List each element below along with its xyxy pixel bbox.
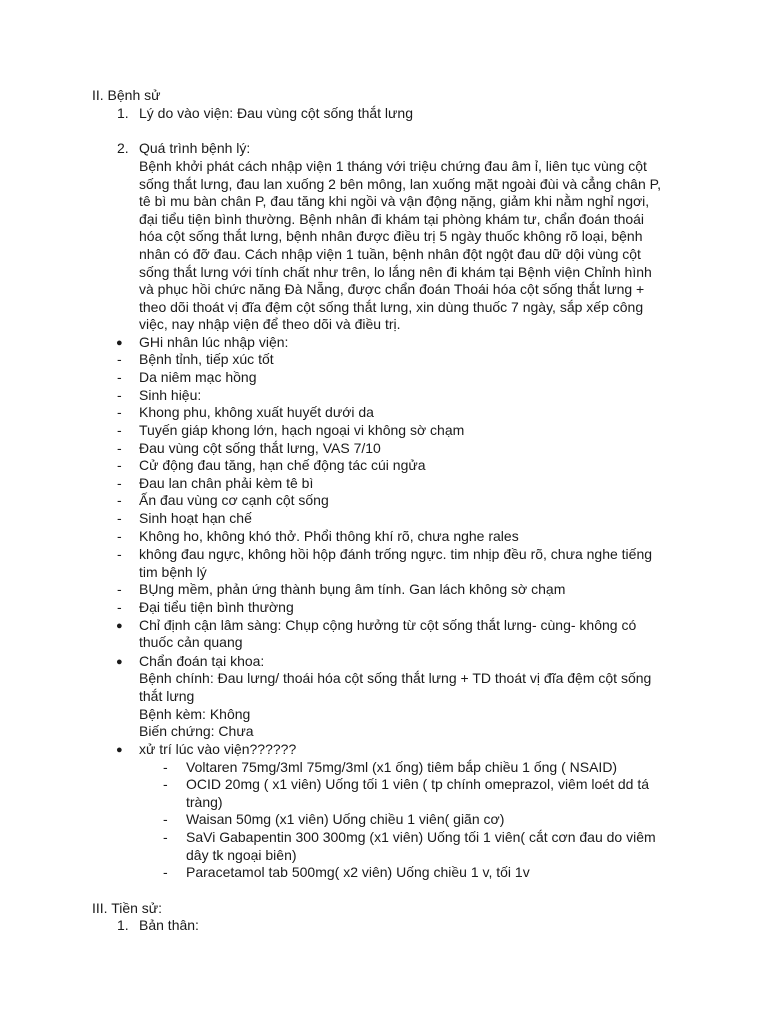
dash-icon: - (117, 528, 122, 544)
treatment-item: Paracetamol tab 500mg( x2 viên) Uống chiều 1 v, tối 1v (186, 864, 530, 880)
treatment-item: SaVi Gabapentin 300 300mg (x1 viên) Uống tối 1 viên( cắt cơn đau do viêm (186, 829, 656, 845)
dash-icon: - (163, 864, 168, 880)
list-number: 2. (117, 140, 129, 156)
diagnosis-comorbid: Bệnh kèm: Không (139, 706, 251, 722)
bullet-icon: ● (116, 620, 123, 632)
treatment-item: Waisan 50mg (x1 viên) Uống chiều 1 viên( giãn cơ) (186, 811, 505, 827)
admission-item: Bệnh tỉnh, tiếp xúc tốt (139, 351, 274, 367)
list-number: 1. (117, 105, 129, 121)
bullet-icon: ● (116, 337, 123, 349)
admission-title: GHi nhân lúc nhập viện: (139, 334, 289, 350)
section-2-heading: II. Bệnh sử (92, 87, 161, 103)
admission-item-continued: tim bệnh lý (139, 564, 207, 580)
history-line: hóa cột sống thắt lưng, bệnh nhân được điều trị 5 ngày thuốc không rõ loại, bệnh (139, 228, 643, 244)
dash-icon: - (117, 440, 122, 456)
list-number: 1. (117, 917, 129, 933)
admission-item: Tuyến giáp khong lớn, hạch ngoại vi không sờ chạm (139, 422, 465, 438)
history-line: và phục hồi chức năng Đà Nẵng, được chẩn đoán Thoái hóa cột sống thắt lưng + (139, 281, 645, 297)
admission-item: Cử động đau tăng, hạn chế động tác cúi ngửa (139, 457, 426, 473)
treatment-item-continued: dây tk ngoại biên) (186, 847, 297, 863)
diagnosis-complication: Biến chứng: Chưa (139, 723, 254, 739)
dash-icon: - (117, 492, 122, 508)
bullet-icon: ● (116, 656, 123, 668)
admission-item: Khong phu, không xuất huyết dưới da (139, 404, 374, 420)
treatment-item: OCID 20mg ( x1 viên) Uống tối 1 viên ( tp chính omeprazol, viêm loét dd tá (186, 776, 649, 792)
admission-item: Da niêm mạc hồng (139, 369, 257, 385)
dash-icon: - (163, 759, 168, 775)
history-line: việc, nay nhập viện để theo dõi và điều trị. (139, 316, 401, 332)
labs-order-continued: thuốc cản quang (139, 634, 243, 650)
admission-item: Không ho, không khó thở. Phổi thông khí rõ, chưa nghe rales (139, 528, 519, 544)
dash-icon: - (163, 776, 168, 792)
history-line: theo dõi thoát vị đĩa đệm cột sống thắt lưng, xin dùng thuốc 7 ngày, sắp xếp công (139, 299, 644, 315)
labs-order: Chỉ định cận lâm sàng: Chụp cộng hưởng từ cột sống thắt lưng- cùng- không có (139, 617, 637, 633)
dash-icon: - (117, 457, 122, 473)
treatment-item: Voltaren 75mg/3ml 75mg/3ml (x1 ống) tiêm bắp chiều 1 ống ( NSAID) (186, 759, 618, 775)
dash-icon: - (117, 546, 122, 562)
admission-item: Sinh hoạt hạn chế (139, 510, 252, 526)
section-3-heading: III. Tiền sử: (92, 900, 163, 916)
dash-icon: - (117, 404, 122, 420)
dash-icon: - (117, 581, 122, 597)
bullet-icon: ● (116, 744, 123, 756)
dash-icon: - (117, 387, 122, 403)
reason-for-admission: Lý do vào viện: Đau vùng cột sống thắt lưng (139, 105, 413, 121)
treatment-item-continued: tràng) (186, 794, 223, 810)
admission-item: Ấn đau vùng cơ cạnh cột sống (139, 492, 329, 508)
history-line: sống thắt lưng, đau lan xuống 2 bên mông, lan xuống mặt ngoài đùi và cẳng chân P, (139, 176, 662, 192)
personal-history-title: Bản thân: (139, 917, 199, 933)
admission-item: Sinh hiệu: (139, 387, 202, 403)
dash-icon: - (117, 599, 122, 615)
dash-icon: - (163, 811, 168, 827)
admission-item: BỤng mềm, phản ứng thành bụng âm tính. Gan lách không sờ chạm (139, 581, 566, 597)
admission-item: không đau ngực, không hồi hộp đánh trống ngực. tim nhịp đều rõ, chưa nghe tiếng (139, 546, 653, 562)
diagnosis-title: Chẩn đoán tại khoa: (139, 653, 265, 669)
dash-icon: - (117, 351, 122, 367)
diagnosis-main-continued: thắt lưng (139, 688, 195, 704)
admission-item: Đau vùng cột sống thắt lưng, VAS 7/10 (139, 440, 381, 456)
history-line: sống thắt lưng với tính chất như trên, lo lắng nên đi khám tại Bệnh viện Chỉnh hình (139, 264, 652, 280)
history-line: Bệnh khởi phát cách nhập viện 1 tháng với triệu chứng đau âm ỉ, liên tục vùng cột (139, 158, 647, 174)
history-line: tê bì mu bàn chân P, đau tăng khi ngồi và vận động nặng, giảm khi nằm nghỉ ngơi, (139, 193, 650, 209)
history-line: nhân có đỡ đau. Cách nhập viện 1 tuần, bệnh nhân đột ngột đau dữ dội vùng cột (139, 246, 641, 262)
history-title: Quá trình bệnh lý: (139, 140, 251, 156)
admission-item: Đại tiểu tiện bình thường (139, 599, 294, 615)
dash-icon: - (117, 510, 122, 526)
treatment-title: xử trí lúc vào viện?????? (139, 741, 297, 757)
dash-icon: - (117, 369, 122, 385)
diagnosis-main: Bệnh chính: Đau lưng/ thoái hóa cột sống thắt lưng + TD thoát vị đĩa đệm cột sống (139, 670, 652, 686)
history-line: đại tiểu tiện bình thường. Bệnh nhân đi khám tại phòng khám tư, chẩn đoán thoái (139, 211, 645, 227)
admission-item: Đau lan chân phải kèm tê bì (139, 475, 314, 491)
dash-icon: - (163, 829, 168, 845)
dash-icon: - (117, 422, 122, 438)
dash-icon: - (117, 475, 122, 491)
